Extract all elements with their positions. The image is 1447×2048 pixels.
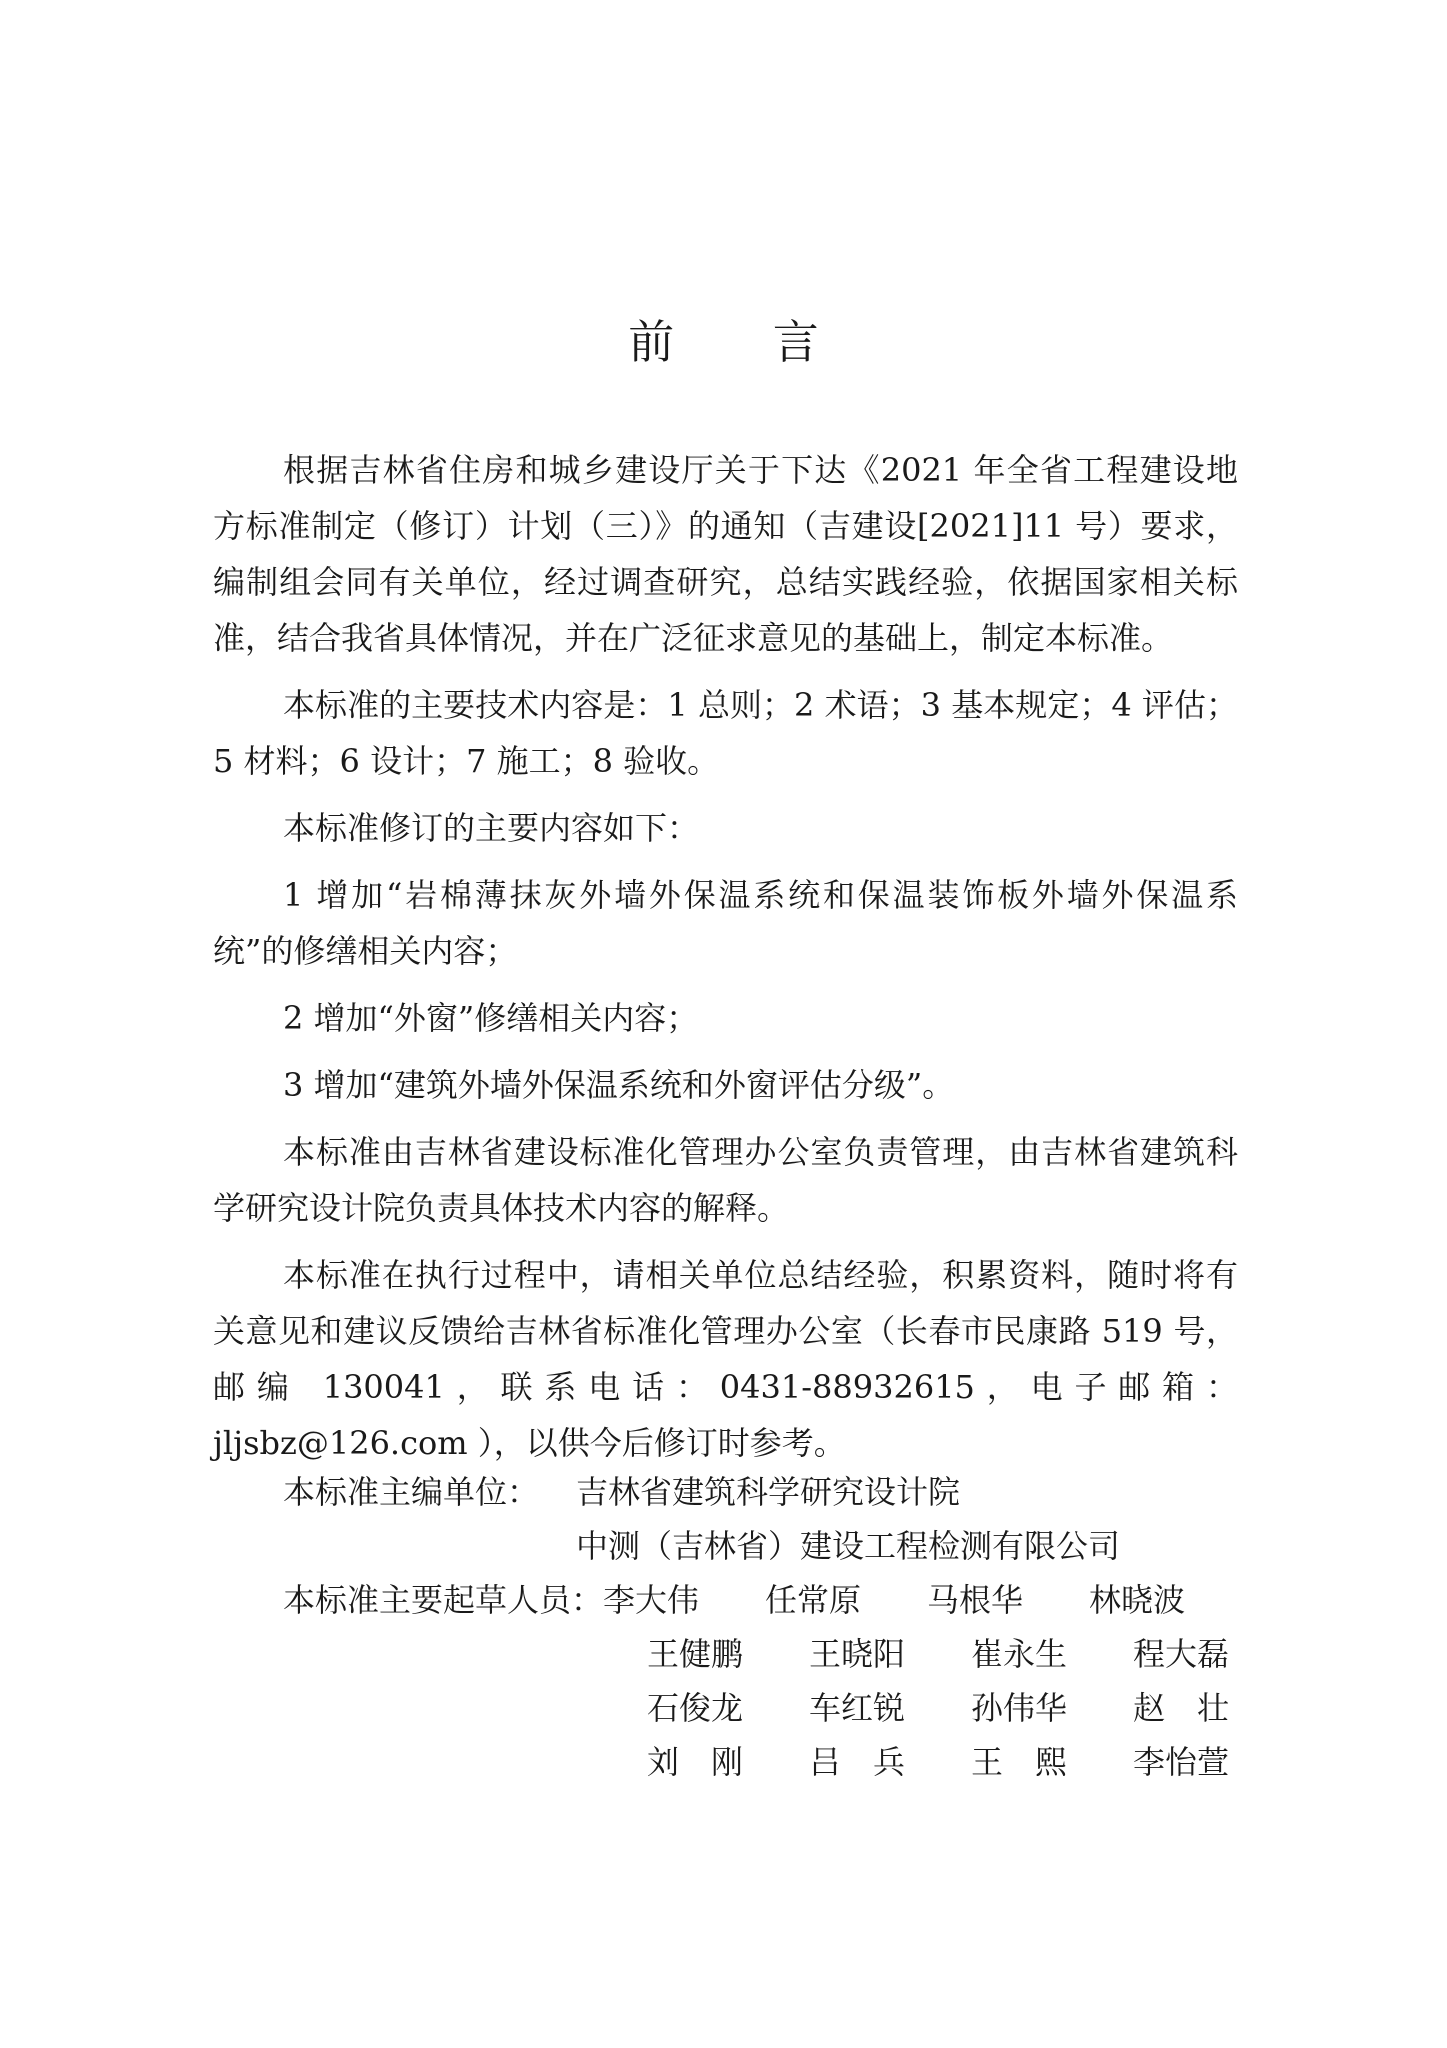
- paragraph-revision-intro: 本标准修订的主要内容如下：: [283, 809, 700, 847]
- drafter-row: [283, 1681, 1262, 1735]
- drafter-name: 任常原: [765, 1581, 862, 1619]
- drafter-name: 刘刚: [647, 1743, 776, 1781]
- drafter-names-row: [647, 1735, 1295, 1789]
- editor-unit: 吉林省建筑科学研究设计院: [576, 1473, 961, 1511]
- paragraph-basis: 根据吉林省住房和城乡建设厅关于下达《2021 年全省工程建设地方标准制定（修订）计划（三）》的通知（吉建设[2021]11 号）要求，编制组会同有关单位，经过调查研究，总结实践经验，依据国家相关标准，结合我省具体情况，并在广泛征求意见的基础上，制定本标准。: [213, 451, 1238, 657]
- drafter-names-row: [647, 1681, 1295, 1735]
- drafter-name: 崔永生: [971, 1635, 1068, 1673]
- paragraph-feedback: 本标准在执行过程中，请相关单位总结经验，积累资料，随时将有关意见和建议反馈给吉林省标准化管理办公室（长春市民康路 519 号，邮编 130041，联系电话：0431-88932615，电子邮箱：jljsbz@126.com ），以供今后修订时参考。: [213, 1256, 1238, 1462]
- paragraph-revision-item-1: 1 增加“岩棉薄抹灰外墙外保温系统和保温装饰板外墙外保温系统”的修缮相关内容；: [213, 876, 1238, 970]
- drafter-row: [283, 1735, 1243, 1789]
- drafter-name: 吕兵: [809, 1743, 938, 1781]
- paragraph-revision-item-2: 2 增加“外窗”修缮相关内容；: [283, 999, 699, 1037]
- editor-label: 本标准主编单位：: [283, 1473, 540, 1511]
- drafter-name: 马根华: [927, 1581, 1024, 1619]
- drafter-names-row: [647, 1627, 1295, 1681]
- paragraph-technical-content: 本标准的主要技术内容是：1 总则；2 术语；3 基本规定；4 评估；5 材料；6 设计；7 施工；8 验收。: [213, 686, 1238, 780]
- drafter-label: 本标准主要起草人员：: [283, 1581, 604, 1619]
- editor-unit: 中测（吉林省）建设工程检测有限公司: [576, 1527, 1121, 1565]
- drafter-name: 赵壮: [1133, 1689, 1262, 1727]
- editor-row: [283, 1465, 1243, 1519]
- drafter-name: 林晓波: [1089, 1581, 1186, 1619]
- drafter-name: 车红锐: [809, 1689, 906, 1727]
- preface-body: [213, 442, 1238, 1482]
- drafter-name: 李大伟: [603, 1581, 700, 1619]
- drafter-name: 李怡萱: [1133, 1743, 1230, 1781]
- drafter-names-row: [603, 1573, 1251, 1627]
- drafter-name: 王熙: [971, 1743, 1100, 1781]
- paragraph-revision-item-3: 3 增加“建筑外墙外保温系统和外窗评估分级”。: [283, 1066, 955, 1104]
- drafter-name: 程大磊: [1133, 1635, 1230, 1673]
- page-title: 前 言: [628, 315, 861, 369]
- drafter-name: 石俊龙: [647, 1689, 744, 1727]
- drafter-name: 王晓阳: [809, 1635, 906, 1673]
- editor-row-2: [283, 1519, 1243, 1573]
- drafter-row: [283, 1573, 1243, 1627]
- credits-section: [283, 1465, 1262, 1789]
- drafter-name: 王健鹏: [647, 1635, 744, 1673]
- paragraph-management: 本标准由吉林省建设标准化管理办公室负责管理，由吉林省建筑科学研究设计院负责具体技术内容的解释。: [213, 1133, 1238, 1227]
- drafter-name: 孙伟华: [971, 1689, 1068, 1727]
- drafter-row: [283, 1627, 1243, 1681]
